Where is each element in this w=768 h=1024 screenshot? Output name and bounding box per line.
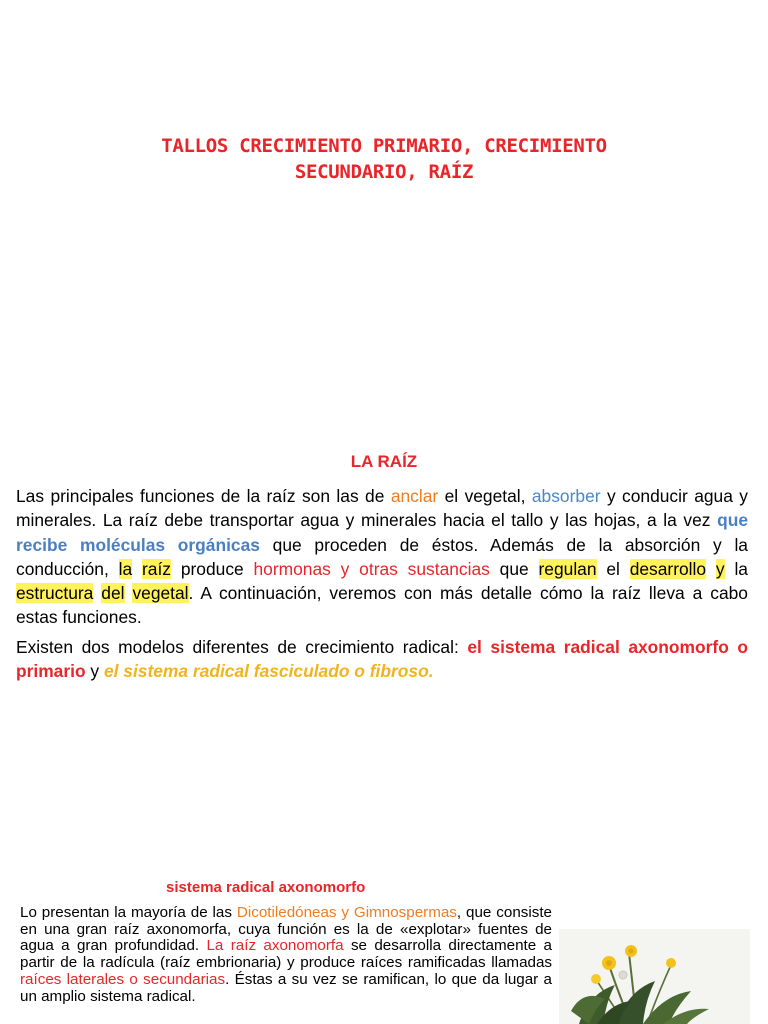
highlight-y: y [715, 558, 725, 579]
text-run: el vegetal, [438, 486, 532, 506]
text-run: que proceden de éstos. Además de la absorción y la conducción, [16, 534, 748, 579]
axonomorfo-paragraph [20, 905, 552, 1005]
text-run: que [489, 558, 539, 579]
text-run: . Éstas a su vez se ramifican, lo que da lugar a un amplio sistema radical. [20, 970, 552, 1005]
text-run: Existen dos modelos diferentes de crecimiento radical: [16, 637, 468, 657]
highlight-desarrollo: desarrollo [629, 558, 707, 579]
highlight-del: del [101, 583, 125, 604]
term-recibe: que recibe moléculas orgánicas [16, 510, 748, 555]
subsection-heading: sistema radical axonomorfo [166, 879, 366, 896]
text-run: y conducir agua y minerales. La raíz debe transportar agua y minerales hacia el tallo y las hojas, a la vez [16, 486, 748, 531]
dandelion-plant-image [559, 929, 750, 1024]
term-raices-laterales: raíces laterales o secundarias [20, 970, 226, 988]
title-line-2: SECUNDARIO, RAÍZ [294, 161, 474, 183]
term-absorber: absorber [531, 486, 601, 506]
text-run: Las principales funciones de la raíz son las de [16, 486, 391, 506]
highlight-estructura: estructura [16, 583, 94, 604]
highlight-vegetal: vegetal [132, 583, 189, 604]
term-axonomorfo: el sistema radical axonomorfo o primario [16, 637, 748, 682]
text-run: se desarrolla directamente a partir de la radícula (raíz embrionaria) y produce raíces ramificadas llamadas [20, 937, 552, 972]
term-anclar: anclar [390, 486, 439, 506]
term-hormonas: hormonas y otras sustancias [253, 558, 490, 579]
functions-paragraph [16, 484, 748, 630]
dandelion-illustration [559, 929, 750, 1024]
text-run: el [596, 558, 630, 579]
text-run: , que consiste en una gran raíz axonomorfa, cuya función es la de «explotar» fuentes de agua a gran profundidad. [20, 904, 552, 955]
highlight-raiz: raíz [142, 558, 172, 579]
highlight-regulan: regulan [538, 558, 597, 579]
highlight-la: la [118, 558, 133, 579]
models-paragraph [16, 635, 748, 684]
text-run: . A continuación, veremos con más detalle cómo la raíz lleva a cabo estas funciones. [16, 583, 748, 628]
term-fasciculado: el sistema radical fasciculado o fibroso. [103, 661, 434, 682]
term-dicotiledoneas: Dicotiledóneas y Gimnospermas [236, 904, 457, 921]
title-line-1: TALLOS CRECIMIENTO PRIMARIO, CRECIMIENTO [161, 135, 607, 157]
text-run: la [724, 558, 748, 579]
term-raiz-axonomorfa: La raíz axonomorfa [206, 937, 344, 955]
page-title [0, 133, 768, 185]
text-run: y [85, 661, 104, 682]
text-run: produce [171, 558, 254, 579]
text-run: Lo presentan la mayoría de las [20, 904, 237, 921]
section-heading: LA RAÍZ [350, 452, 418, 471]
